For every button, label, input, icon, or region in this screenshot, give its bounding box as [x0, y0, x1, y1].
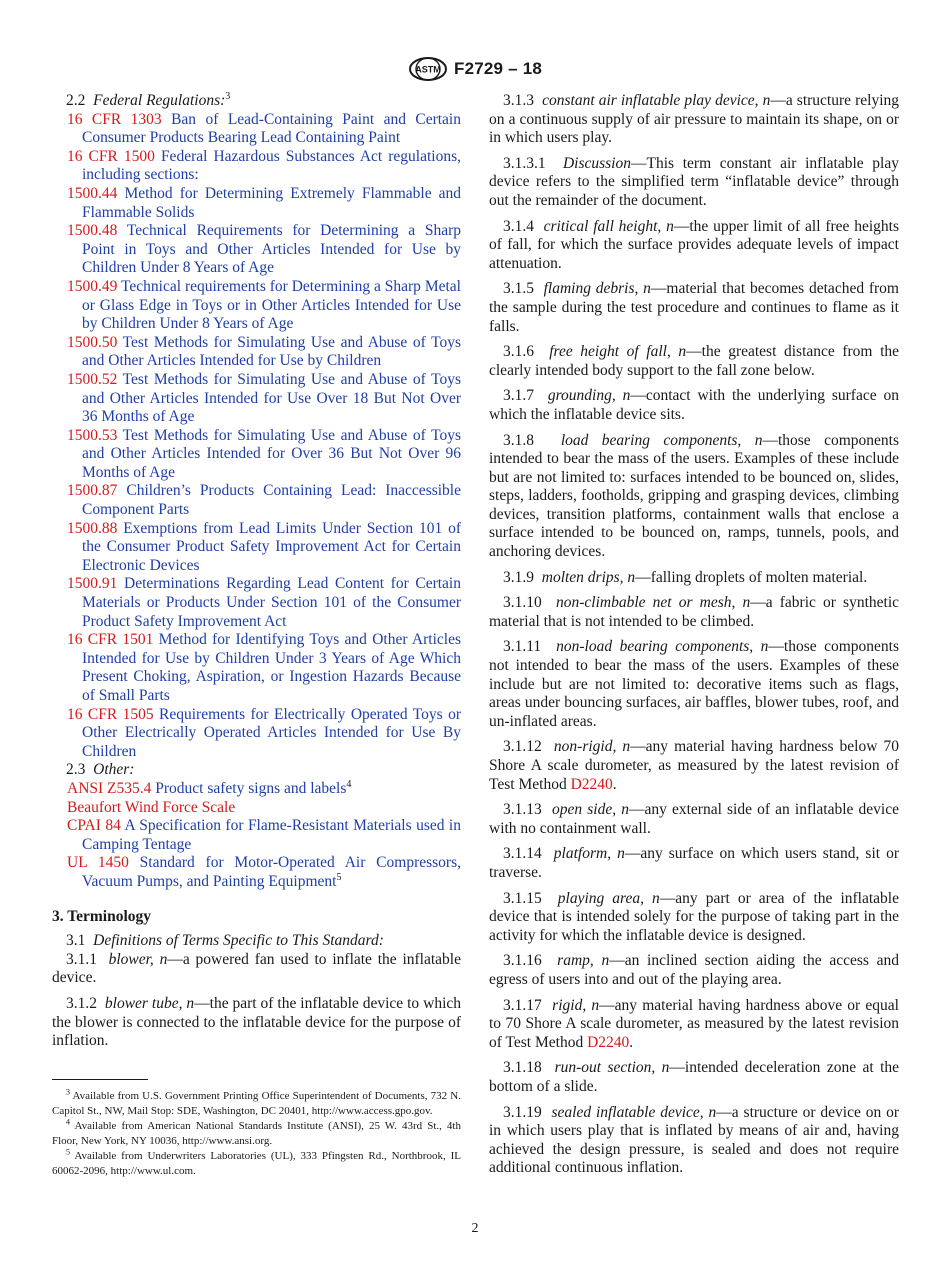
reference-entry: [52, 278, 461, 334]
term-number: 3.1.12: [503, 738, 542, 756]
reference-title-link[interactable]: Test Methods for Simulating Use and Abuse of Toys and Other Articles Intended for Over 36 But Not Over 96 Months of Age: [82, 426, 461, 481]
term-text: —falling droplets of molten material.: [635, 568, 868, 586]
term-name: grounding, n: [547, 387, 631, 405]
term-number: 3.1.3.1: [503, 154, 546, 172]
term-name: open side, n: [552, 801, 629, 819]
reference-code-link[interactable]: Beaufort Wind Force Scale: [67, 798, 236, 816]
reference-title-link[interactable]: A Specification for Flame-Resistant Materials used in Camping Tentage: [82, 817, 461, 853]
reference-entry: [52, 799, 461, 818]
reference-title-link[interactable]: Test Methods for Simulating Use and Abuse of Toys and Other Articles Intended for Use by Children: [82, 333, 461, 370]
term-text: —those components intended to bear the mass of the users. Examples of these include but are not limited to: surfaces intended to be bounced on, slides, steps, ladders, footholds, gripping and grasping devices, climbing devices, transition platforms, containment walls that enclose a surface intended to be bounced on, ramps, tunnels, pools, and anchoring devices.: [489, 431, 899, 561]
term-text: —a structure relying on a continuous supply of air pressure to maintain its shape, on or in which users play.: [489, 92, 899, 147]
term-definition: [489, 92, 899, 148]
term-number: 3.1.14: [503, 845, 542, 863]
reference-title-link[interactable]: Technical Requirements for Determining a Sharp Point in Toys and Other Articles Intended for Use by Children Under 8 Years of Age: [82, 222, 461, 277]
reference-code-link[interactable]: 16 CFR 1505: [67, 705, 154, 723]
federal-references-list: [52, 111, 461, 762]
term-number: 3.1.5: [503, 280, 534, 298]
term-text: —the upper limit of all free heights of fall, for which the surface provides adequate levels of impact attenuation.: [489, 217, 899, 272]
term-name: run-out section, n: [554, 1059, 670, 1077]
term-text: —any surface on which users stand, sit or traverse.: [489, 845, 899, 881]
term-text: —any part or area of the inflatable device that is intended solely for the purpose of taking part in the activity for which the inflatable device is designed.: [489, 889, 899, 944]
reference-entry: [52, 706, 461, 762]
test-method-link[interactable]: D2240: [570, 775, 613, 793]
term-number: 3.1.8: [503, 431, 534, 449]
reference-code-link[interactable]: 1500.91: [67, 575, 118, 593]
term-number: 3.1.13: [503, 801, 542, 819]
reference-code-link[interactable]: 1500.49: [67, 277, 118, 295]
term-name: Discussion: [562, 154, 631, 172]
term-number: 3.1.15: [503, 889, 542, 907]
term-name: non-rigid, n: [553, 738, 631, 756]
reference-title-link[interactable]: Standard for Motor-Operated Air Compressors, Vacuum Pumps, and Painting Equipment: [82, 854, 462, 890]
term-definition: [489, 218, 899, 274]
term-name: molten drips, n: [541, 568, 636, 586]
term-name: non-load bearing components, n: [556, 638, 769, 656]
page-number: 2: [471, 1221, 479, 1236]
reference-entry: [52, 148, 461, 185]
term-number: 3.1.11: [503, 638, 542, 656]
term-definition: [489, 1059, 899, 1096]
page-header: [0, 56, 950, 82]
term-definition: [489, 387, 899, 424]
reference-title-link[interactable]: Method for Identifying Toys and Other Articles Intended for Use by Children Under 3 Years of Age Which Present Choking, Aspiration, or Ingestion Hazards Because of Small Parts: [82, 631, 461, 704]
term-name: blower, n: [108, 950, 168, 968]
term-number: 3.1.1: [66, 950, 97, 968]
reference-entry: [52, 854, 461, 891]
footnote-mark: 5: [66, 1147, 70, 1157]
reference-title-link[interactable]: Requirements for Electrically Operated Toys or Other Electrically Operated Articles Intended for Use By Children: [82, 705, 461, 760]
reference-title-link[interactable]: Method for Determining Extremely Flammable and Flammable Solids: [82, 184, 462, 221]
term-name: rigid, n: [552, 996, 600, 1014]
footnote: [52, 1089, 461, 1118]
term-text: —any external side of an inflatable device with no containment wall.: [489, 801, 899, 837]
term-number: 3.1.10: [503, 594, 542, 612]
footnote-rule: [52, 1079, 148, 1080]
left-terms-list: [52, 951, 461, 1051]
term-name: sealed inflatable device, n: [551, 1103, 717, 1121]
test-method-link[interactable]: D2240: [587, 1033, 630, 1051]
section-title: 3. Terminology: [52, 907, 152, 925]
reference-code-link[interactable]: 1500.87: [67, 482, 118, 500]
term-text: —those components not intended to bear the mass of the users. Examples of these include but are not limited to: decorative items such as flags, areas under bouncing surfaces, air baffles, blower tubes, roof, and un-inflated areas.: [489, 638, 900, 730]
reference-title-link[interactable]: Product safety signs and labels: [155, 779, 347, 797]
term-name: ramp, n: [557, 952, 610, 970]
term-text: —the greatest distance from the clearly intended body support to the fall zone below.: [489, 343, 900, 379]
term-definition: [489, 343, 899, 380]
term-text: —a fabric or synthetic material that is not intended to be climbed.: [489, 594, 899, 630]
reference-entry: [52, 575, 461, 631]
term-name: non-climbable net or mesh, n: [556, 594, 751, 612]
term-text: —intended deceleration zone at the bottom of a slide.: [489, 1059, 900, 1095]
term-definition: [489, 952, 899, 989]
term-number: 3.1.2: [66, 994, 97, 1012]
reference-code-link[interactable]: 1500.50: [67, 333, 118, 351]
footnote: [52, 1149, 461, 1178]
term-text: —contact with the underlying surface on which the inflatable device sits.: [489, 387, 900, 423]
term-name: platform, n: [553, 845, 625, 863]
reference-code-link[interactable]: 1500.53: [67, 426, 118, 444]
term-number: 3.1.16: [503, 952, 542, 970]
reference-title-link[interactable]: Children’s Products Containing Lead: Inaccessible Component Parts: [82, 482, 461, 519]
term-name: flaming debris, n: [543, 280, 651, 298]
reference-entry: [52, 482, 461, 519]
footnote-mark: 3: [66, 1087, 70, 1097]
reference-code-link[interactable]: 16 CFR 1501: [67, 631, 154, 649]
reference-entry: [52, 780, 461, 799]
term-number: 3.1.4: [503, 217, 534, 235]
term-definition: [489, 801, 899, 838]
term-text: —any material having hardness above or equal to 70 Shore A scale durometer, as measured by the latest revision of Test Method: [489, 996, 899, 1051]
document-designation: F2729 – 18: [453, 59, 542, 78]
term-name: load bearing components, n: [560, 431, 763, 449]
reference-code-link[interactable]: 16 CFR 1500: [67, 147, 155, 165]
definitions-heading: 3.1 Definitions of Terms Specific to This Standard:: [66, 932, 384, 950]
term-definition: [489, 432, 899, 562]
reference-entry: [52, 222, 461, 278]
term-number: 3.1.6: [503, 343, 534, 361]
other-references-heading: 2.3 Other:: [66, 761, 135, 779]
reference-entry: [52, 520, 461, 576]
term-text: —any material having hardness below 70 Shore A scale durometer, as measured by the latest revision of Test Method: [489, 738, 899, 793]
term-definition: [489, 997, 899, 1053]
term-definition: [52, 995, 461, 1051]
reference-entry: [52, 185, 461, 222]
term-name: free height of fall, n: [549, 343, 687, 361]
term-number: 3.1.18: [503, 1059, 542, 1077]
term-definition: [489, 569, 899, 588]
reference-entry: [52, 111, 461, 148]
reference-entry: [52, 334, 461, 371]
right-column: [489, 92, 899, 1185]
reference-title-link[interactable]: Ban of Lead-Containing Paint and Certain Consumer Products Bearing Lead Containing Paint: [82, 110, 461, 147]
reference-title-link[interactable]: Technical requirements for Determining a Sharp Metal or Glass Edge in Toys or in Other Articles Intended for Use by Children Under 8 Years of Age: [82, 277, 461, 333]
astm-logo-icon: [408, 57, 448, 81]
reference-title-link[interactable]: Exemptions from Lead Limits Under Section 101 of the Consumer Product Safety Improvement Act for Certain Electronic Devices: [82, 519, 461, 574]
term-text: —material that becomes detached from the sample during the test procedure and continues to flame as it falls.: [489, 280, 899, 335]
term-definition: [489, 738, 899, 794]
footnote-mark: 4: [66, 1117, 70, 1127]
term-text: —a structure or device on or in which users play that is inflated by means of air and, having achieved the design pressure, is sealed and does not require additional continuous inflation.: [489, 1103, 899, 1177]
term-name: playing area, n: [557, 889, 660, 907]
svg-text:ASTM: ASTM: [415, 64, 441, 75]
reference-code-link[interactable]: CPAI 84: [67, 817, 121, 835]
term-text: —the part of the inflatable device to which the blower is connected to the inflatable device for the purpose of inflation.: [52, 994, 462, 1050]
footnote-list: [52, 1089, 461, 1179]
reference-entry: [52, 427, 461, 483]
term-text: —a powered fan used to inflate the inflatable device.: [52, 950, 461, 987]
reference-entry: [52, 631, 461, 705]
term-number: 3.1.19: [503, 1103, 542, 1121]
term-name: constant air inflatable play device, n: [542, 92, 771, 109]
reference-code-link[interactable]: ANSI Z535.4: [67, 779, 152, 797]
reference-code-link[interactable]: 16 CFR 1303: [67, 110, 162, 128]
reference-code-link[interactable]: 1500.44: [67, 184, 118, 202]
term-text-end: .: [629, 1033, 634, 1051]
term-text: —an inclined section aiding the access and egress of users into and out of the playing area.: [489, 952, 900, 988]
term-number: 3.1.9: [503, 568, 534, 586]
federal-regulations-heading: 2.2 Federal Regulations:$^3$: [66, 90, 231, 109]
footnote: [52, 1119, 461, 1148]
term-definition: [489, 280, 899, 336]
reference-code-link[interactable]: 1500.48: [67, 222, 118, 240]
footnote-text: Available from Underwriters Laboratories (UL), 333 Pfingsten Rd., Northbrook, IL 60062-2096, http://www.ul.com.: [52, 1150, 461, 1177]
reference-code-link[interactable]: 1500.52: [67, 370, 118, 388]
term-definition: [489, 155, 899, 211]
right-terms-list: [489, 92, 899, 1178]
term-definition: [489, 638, 899, 731]
term-number: 3.1.17: [503, 996, 542, 1014]
footnote-text: Available from U.S. Government Printing Office Superintendent of Documents, 732 N. Capitol St., NW, Mail Stop: SDE, Washington, DC 20401, http://www.access.gpo.gov.: [52, 1090, 461, 1117]
term-number: 3.1.7: [503, 387, 534, 405]
term-definition: [52, 951, 461, 988]
reference-title-link[interactable]: Federal Hazardous Substances Act regulations, including sections:: [82, 147, 462, 184]
reference-code-link[interactable]: UL 1450: [67, 854, 129, 872]
footnotes: [52, 1079, 461, 1180]
term-text-end: .: [612, 775, 617, 793]
term-name: blower tube, n: [104, 994, 195, 1012]
footnote-marker: 4: [346, 778, 352, 790]
reference-entry: [52, 817, 461, 854]
footnote-marker: 5: [336, 871, 342, 883]
reference-entry: [52, 371, 461, 427]
left-column: [52, 92, 461, 1058]
term-definition: [489, 1104, 899, 1178]
footnote-text: Available from American National Standards Institute (ANSI), 25 W. 43rd St., 4th Floor, New York, NY 10036, http://www.ansi.org.: [52, 1120, 461, 1147]
other-references-list: [52, 780, 461, 892]
term-number: 3.1.3: [503, 92, 534, 109]
term-name: critical fall height, n: [543, 217, 674, 235]
term-definition: [489, 594, 899, 631]
reference-title-link[interactable]: Determinations Regarding Lead Content for Certain Materials or Products Under Section 101 of the Consumer Product Safety Improvement Act: [82, 575, 461, 630]
reference-code-link[interactable]: 1500.88: [67, 519, 118, 537]
term-definition: [489, 890, 899, 946]
term-text: —This term constant air inflatable play device refers to the simplified term “inflatable device” through out the remainder of the document.: [489, 154, 899, 209]
term-definition: [489, 845, 899, 882]
reference-title-link[interactable]: Test Methods for Simulating Use and Abuse of Toys and Other Articles Intended for Use Over 18 But Not Over 36 Months of Age: [82, 370, 461, 426]
